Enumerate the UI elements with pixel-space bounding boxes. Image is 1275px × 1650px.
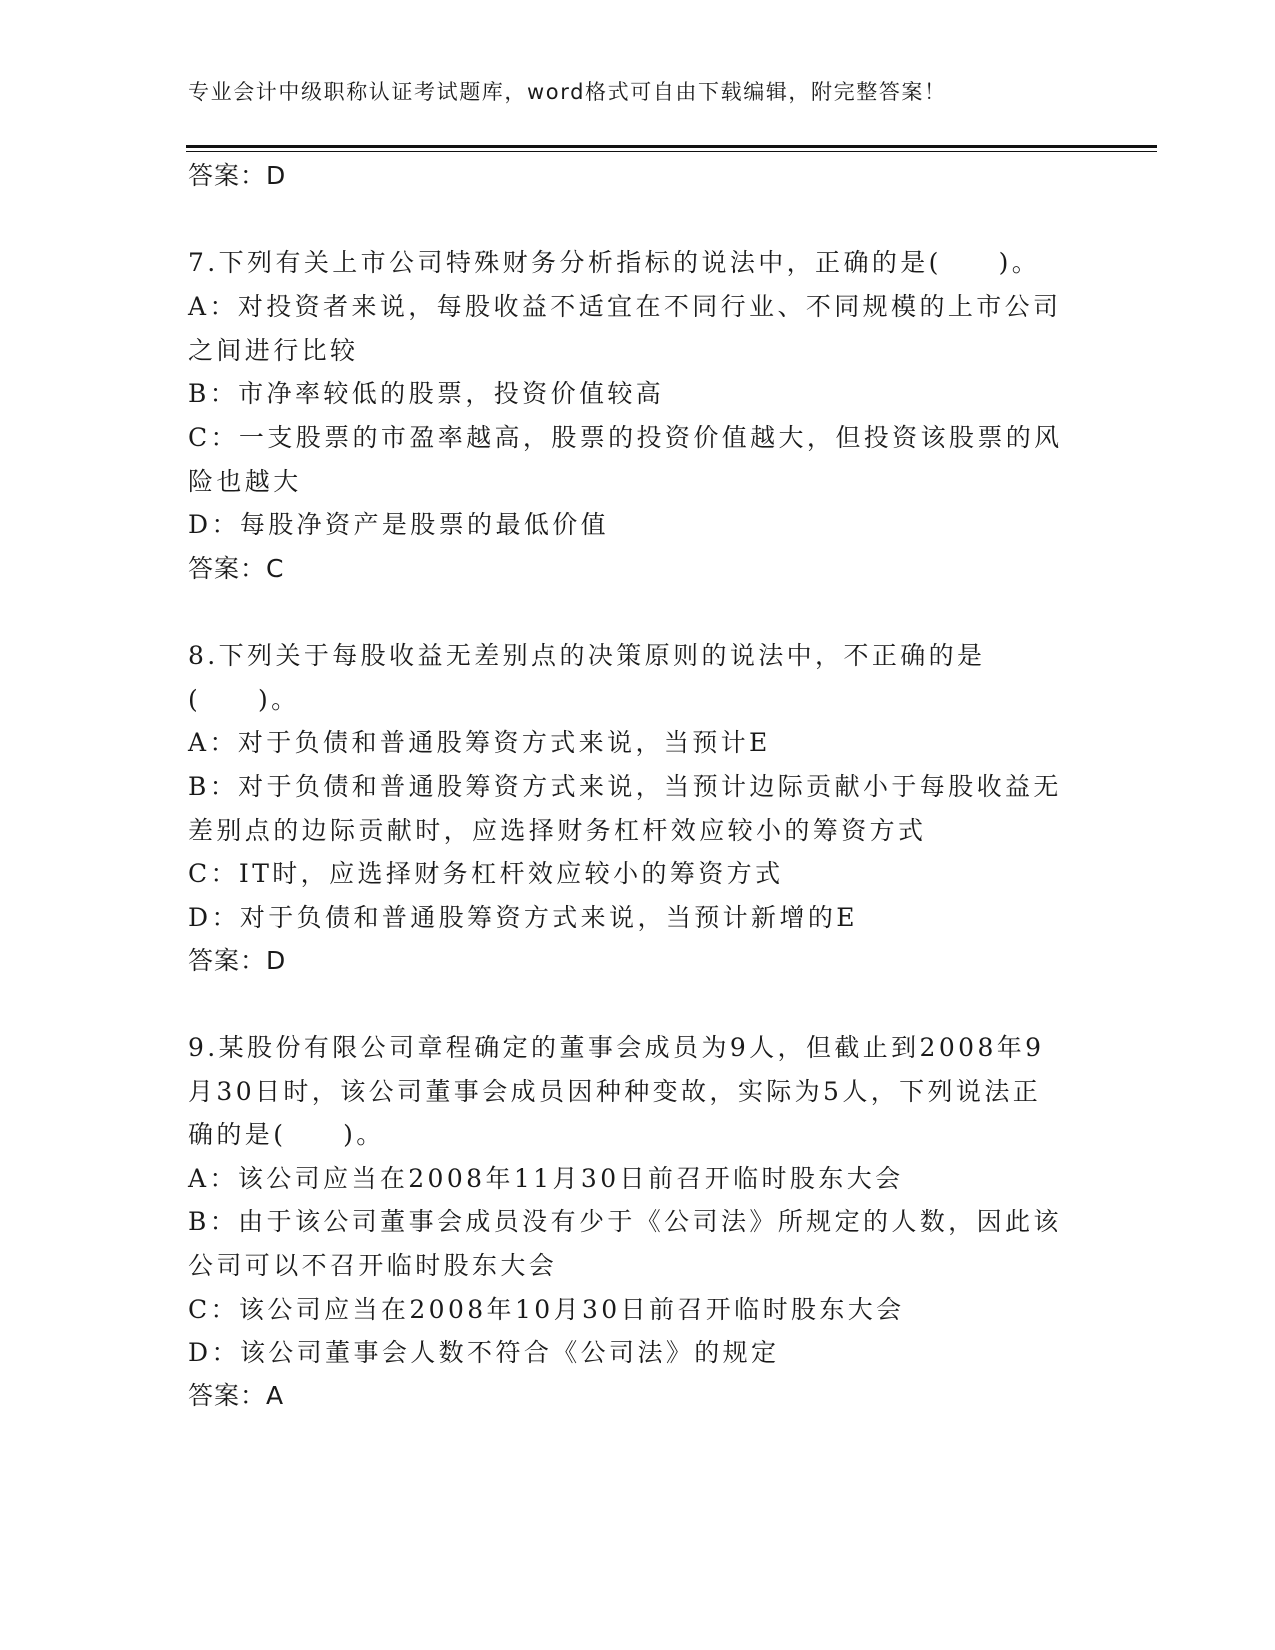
question-8-option-c: C：IT时，应选择财务杠杆效应较小的筹资方式 — [188, 859, 784, 888]
question-9-stem: 9.某股份有限公司章程确定的董事会成员为9人，但截止到2008年9 — [188, 1033, 1045, 1062]
question-9-stem-cont-2: 确的是( )。 — [188, 1120, 385, 1149]
question-8-option-b: B：对于负债和普通股筹资方式来说，当预计边际贡献小于每股收益无 — [188, 772, 1062, 801]
question-9-option-b: B：由于该公司董事会成员没有少于《公司法》所规定的人数，因此该 — [188, 1207, 1062, 1236]
answer-label: 答案：D — [188, 161, 287, 190]
question-8-option-b-cont: 差别点的边际贡献时，应选择财务杠杆效应较小的筹资方式 — [188, 816, 927, 845]
question-9-stem-cont-1: 月30日时，该公司董事会成员因种种变故，实际为5人，下列说法正 — [188, 1077, 1042, 1106]
header-rule-thin — [186, 151, 1157, 152]
question-7-option-a: A：对投资者来说，每股收益不适宜在不同行业、不同规模的上市公司 — [188, 292, 1062, 321]
question-9-option-a: A：该公司应当在2008年11月30日前召开临时股东大会 — [188, 1164, 904, 1193]
question-8-answer: 答案：D — [188, 946, 287, 975]
question-9-option-b-cont: 公司可以不召开临时股东大会 — [188, 1251, 558, 1280]
question-7-option-a-cont: 之间进行比较 — [188, 336, 359, 365]
question-7-option-c: C：一支股票的市盈率越高，股票的投资价值越大，但投资该股票的风 — [188, 423, 1063, 452]
question-8-stem-cont: ( )。 — [188, 685, 300, 714]
question-7-option-d: D：每股净资产是股票的最低价值 — [188, 510, 610, 539]
question-7-option-b: B：市净率较低的股票，投资价值较高 — [188, 379, 665, 408]
question-8-stem: 8.下列关于每股收益无差别点的决策原则的说法中，不正确的是 — [188, 641, 986, 670]
header-rule-thick — [186, 145, 1157, 148]
question-7-option-c-cont: 险也越大 — [188, 467, 302, 496]
question-9-answer: 答案：A — [188, 1381, 285, 1410]
question-8-option-a: A：对于负债和普通股筹资方式来说，当预计E — [188, 728, 771, 757]
header-text: 专业会计中级职称认证考试题库，word格式可自由下载编辑，附完整答案！ — [188, 80, 947, 104]
question-7-stem: 7.下列有关上市公司特殊财务分析指标的说法中，正确的是( )。 — [188, 248, 1041, 277]
question-9-option-c: C：该公司应当在2008年10月30日前召开临时股东大会 — [188, 1295, 905, 1324]
question-9-option-d: D：该公司董事会人数不符合《公司法》的规定 — [188, 1338, 780, 1367]
question-8-option-d: D：对于负债和普通股筹资方式来说，当预计新增的E — [188, 903, 858, 932]
question-7-answer: 答案：C — [188, 554, 285, 583]
